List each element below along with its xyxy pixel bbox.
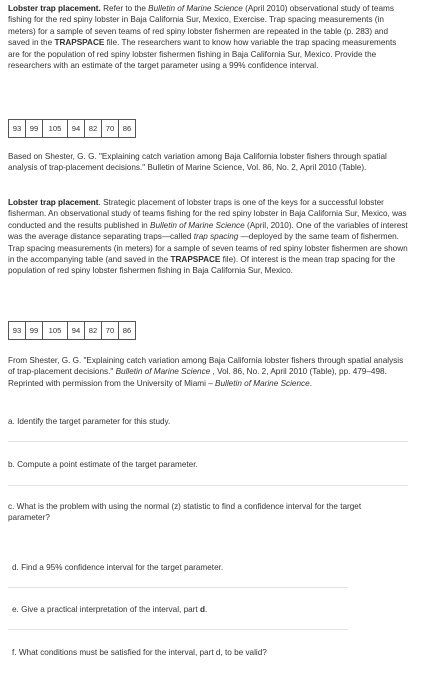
- question-d: d. Find a 95% confidence interval for the target parameter.: [12, 563, 224, 572]
- problem1-file: TRAPSPACE: [54, 38, 105, 48]
- problem2-part2: (April, 2010). One of the variables of interest was the average distance separating traps—called: [8, 220, 408, 242]
- problem2-term: trap spacing: [193, 232, 239, 242]
- table-cell: 94: [68, 322, 85, 340]
- source-part2: , Vol. 86, No. 2, April 2010 (Table), pp. 479–498. Reprinted with permission from the University of Miami –: [8, 367, 387, 388]
- problem1-text: [8, 3, 410, 71]
- table-cell: 99: [26, 120, 43, 138]
- question-e: [12, 604, 402, 615]
- question-e-text: e. Give a practical interpretation of the interval, part: [12, 605, 200, 614]
- table-cell: 93: [9, 322, 26, 340]
- table-cell: 105: [43, 120, 68, 138]
- source-journal: Bulletin of Marine Science: [115, 367, 211, 377]
- table-cell: 99: [26, 322, 43, 340]
- table-cell: 70: [102, 322, 119, 340]
- table-cell: 94: [68, 120, 85, 138]
- problem1-source: Based on Shester, G. G. "Explaining catch variation among Baja California lobster fishers through spatial analysis of trap-placement decisions." Bulletin of Marine Science, Vol. 86, No. 2, April 2010 (Table).: [8, 152, 387, 173]
- problem1-part1: Refer to the: [100, 4, 149, 13]
- problem1-part2: (April 2010) observational study of teams fishing for the red spiny lobster in Baja California Sur, Mexico, Exercise. Trap spacing measurements (in meters) for a sample of seven teams of red spiny lobster fishermen are repeated in the table (p. 283) and saved in the: [8, 4, 394, 48]
- source-journal-2: Bulletin of Marine Science: [215, 378, 310, 388]
- question-b: b. Compute a point estimate of the target parameter.: [8, 460, 198, 469]
- question-a: a. Identify the target parameter for this study.: [8, 417, 171, 426]
- problem1-part3: file. The researchers want to know how variable the trap spacing measurements are for the population of red spiny lobster fishermen fishing in Baja California Sur, Mexico. Provide the researchers with an estimate of the target parameter using a 99% confidence interval.: [8, 38, 397, 71]
- answer-line-e: [8, 629, 348, 630]
- problem2-title: Lobster trap placement: [8, 198, 99, 207]
- problem2-part1: . Strategic placement of lobster traps is one of the keys for a successful lobster fisherman. An observational study of teams fishing for the red spiny lobster in Baja California Sur, Mexico, was conducted and the results published in: [8, 198, 407, 230]
- table-cell: 86: [119, 120, 136, 138]
- question-f: f. What conditions must be satisfied for the interval, part d, to be valid?: [12, 648, 267, 657]
- answer-line-a: [8, 441, 408, 442]
- problem2-text: [8, 197, 410, 277]
- problem2-source: [8, 355, 410, 389]
- table-cell: 70: [102, 120, 119, 138]
- question-e-part-ref: d: [199, 605, 205, 614]
- table-cell: 82: [85, 322, 102, 340]
- problem1-data-table: [8, 119, 136, 138]
- problem2-part3: —deployed by the same team of fishermen. Trap spacing measurements (in meters) for a sample of seven teams of red spiny lobster fishermen are shown in the accompanying table (and saved in the: [8, 232, 408, 265]
- question-c: c. What is the problem with using the normal (z) statistic to find a confidence interval for the target parameter?: [8, 502, 362, 523]
- table-cell: 105: [43, 322, 68, 340]
- table-row: [9, 120, 136, 138]
- problem2-file: TRAPSPACE: [170, 255, 221, 265]
- table-row: [9, 322, 136, 340]
- problem1-title: Lobster trap placement.: [8, 4, 101, 13]
- table-cell: 93: [9, 120, 26, 138]
- problem1-journal: Bulletin of Marine Science: [148, 4, 243, 13]
- answer-line-d: [8, 587, 348, 588]
- problem2-part4: file). Of interest is the mean trap spacing for the population of red spiny lobster fishermen fishing in Baja California Sur, Mexico.: [8, 255, 396, 276]
- table-cell: 82: [85, 120, 102, 138]
- question-e-end: .: [204, 605, 208, 614]
- answer-line-b: [8, 485, 408, 486]
- source-part3: .: [309, 378, 312, 388]
- problem2-data-table: [8, 321, 136, 340]
- table-cell: 86: [119, 322, 136, 340]
- source-part1: From Shester, G. G. "Explaining catch variation among Baja California lobster fishers through spatial analysis of trap-placement decisions.": [8, 356, 404, 377]
- problem2-journal: Bulletin of Marine Science: [150, 220, 245, 230]
